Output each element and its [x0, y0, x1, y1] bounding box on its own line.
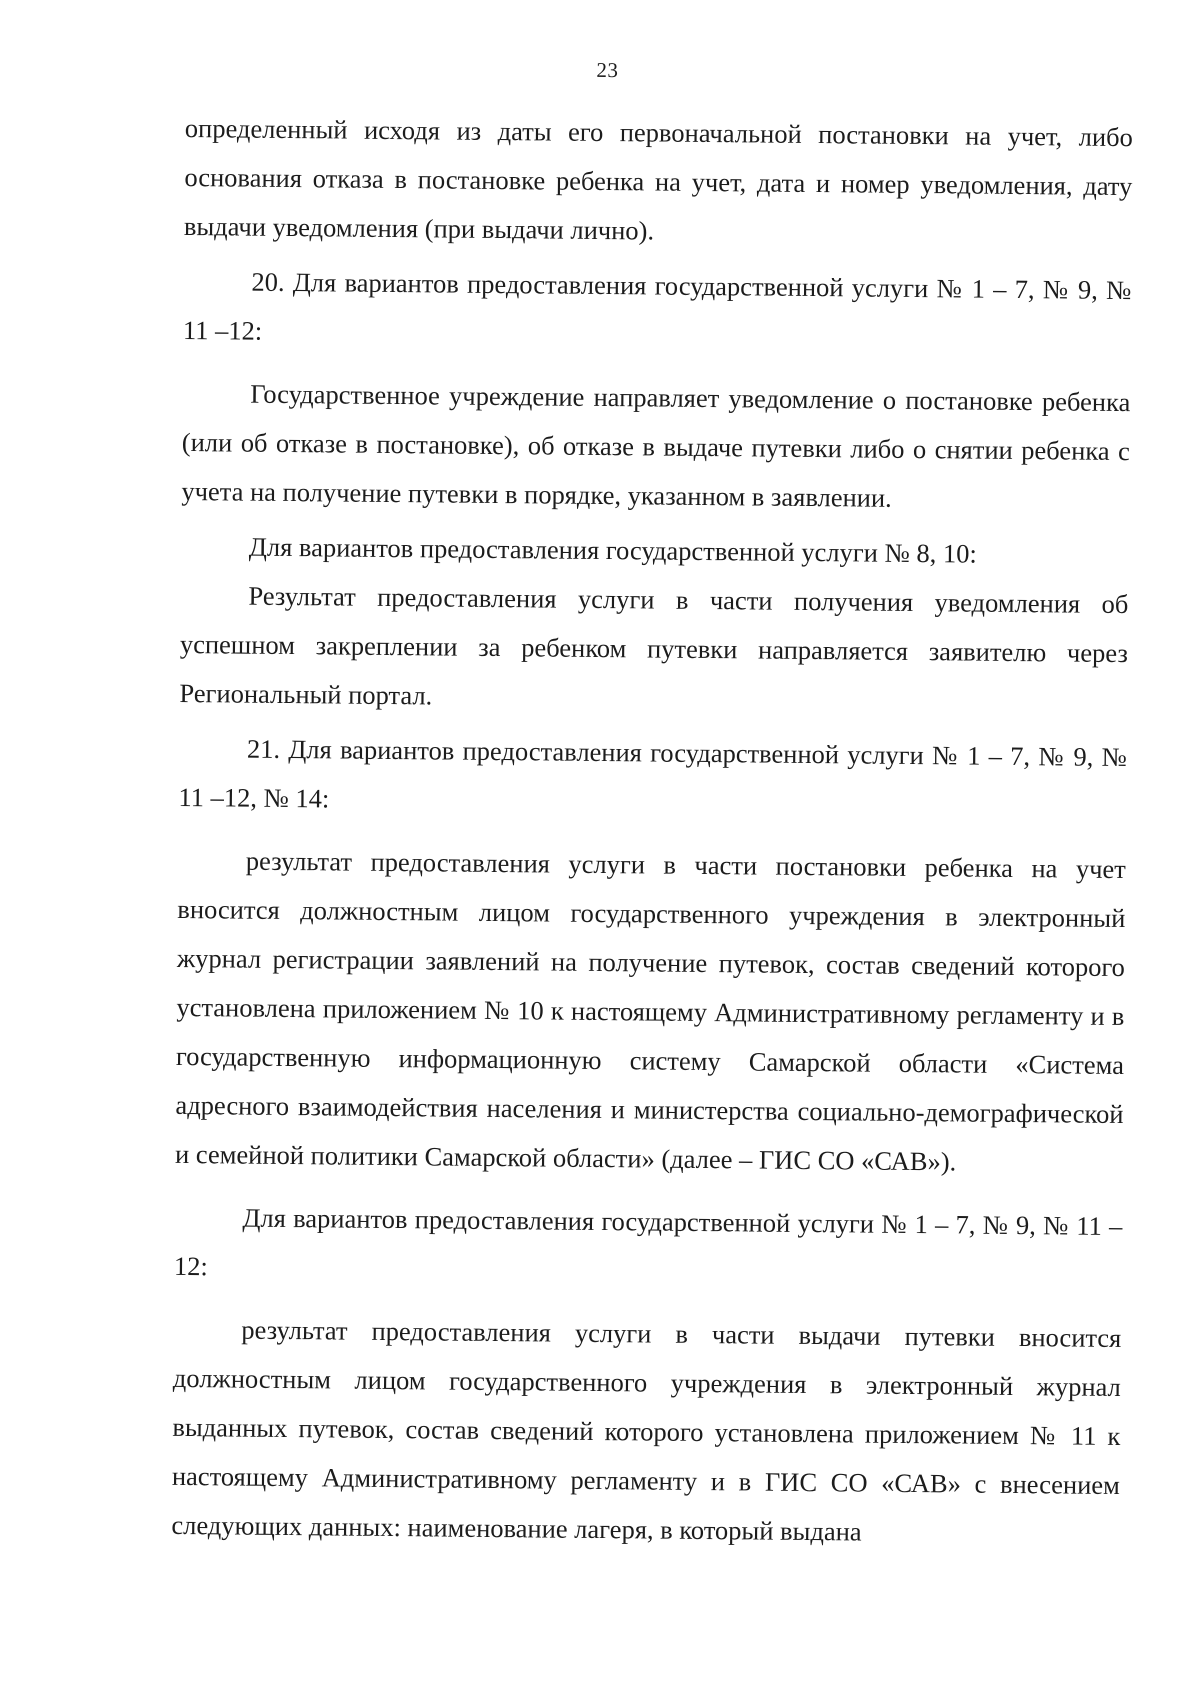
paragraph-registration-journal: результат предоставления услуги в части постановки ребенка на учет вносится должностным лицом государственного учреждения в электронный журнал регистрации заявлений на получение путевок, состав сведений которого установлена приложением № 10 к настоящему Административному регламенту и в государственную информационную систему Самарской области «Система адресного взаимодействия населения и министерства социально-демографической и семейной политики Самарской области» (далее – ГИС СО «САВ»).	[174, 845, 1126, 1177]
paragraph-item-21: 21. Для вариантов предоставления государственной услуги № 1 – 7, № 9, № 11 –12, № 14:	[178, 733, 1128, 814]
paragraph-variants-8-10: Для вариантов предоставления государственной услуги № 8, 10:	[248, 531, 977, 569]
page-number: 23	[596, 57, 619, 83]
paragraph-continuation: определенный исходя из даты его первоначальной постановки на учет, либо основания отказа в постановке ребенка на учет, дата и номер уведомления, дату выдачи уведомления (при выдачи лично).	[183, 112, 1133, 246]
paragraph-notification: Государственное учреждение направляет уведомление о постановке ребенка (или об отказе в постановке), об отказе в выдаче путевки либо о снятии ребенка с учета на получение путевки в порядке, указанном в заявлении.	[181, 378, 1131, 513]
paragraph-item-20: 20. Для вариантов предоставления государственной услуги № 1 – 7, № 9, № 11 –12:	[182, 266, 1132, 346]
paragraph-voucher-journal: результат предоставления услуги в части выдачи путевки вносится должностным лицом государственного учреждения в электронный журнал выданных путевок, состав сведений которого установлена приложением № 11 к настоящему Административному регламенту и в ГИС СО «САВ» с внесением следующих данных: наименование лагеря, в который выдана	[171, 1314, 1122, 1547]
paragraph-result-portal: Результат предоставления услуги в части получения уведомления об успешном закреплении за ребенком путевки направляется заявителю через Региональный портал.	[179, 580, 1129, 711]
document-body	[171, 104, 1133, 1559]
paragraph-variants-1-7: Для вариантов предоставления государственной услуги № 1 – 7, № 9, № 11 –12:	[173, 1202, 1123, 1282]
